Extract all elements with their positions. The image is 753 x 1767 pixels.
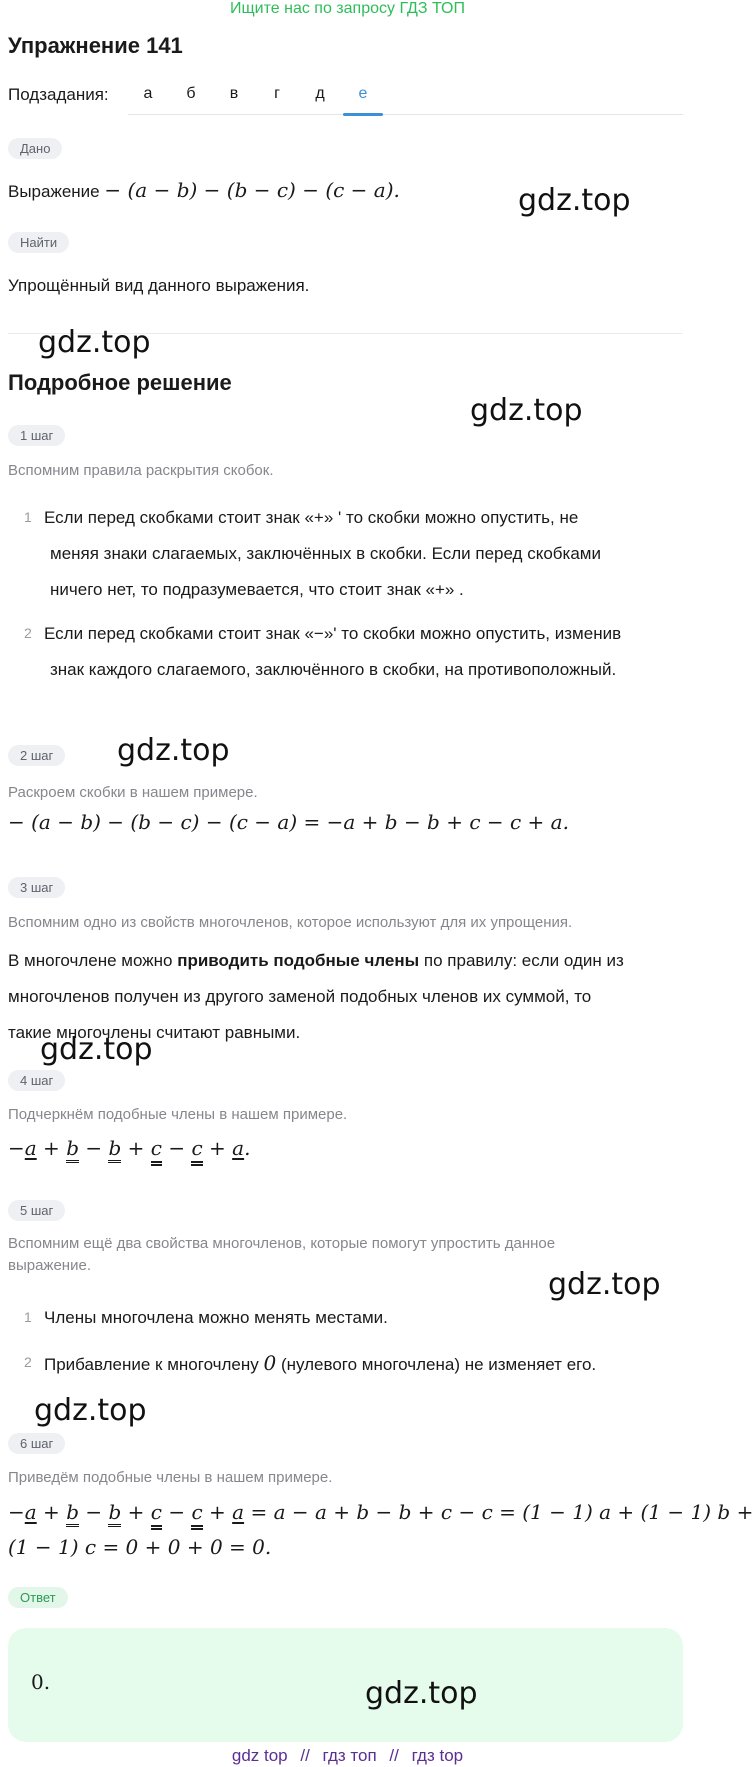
given-pill: Дано [8,138,62,159]
term-b: b [108,1136,121,1163]
op: + [202,1136,233,1160]
step6-pill-wrap [8,1433,65,1454]
term-c: c [191,1136,202,1166]
watermark: gdz.top [365,1676,478,1711]
subtask-tabs [128,78,683,115]
answer-value: 0. [31,1670,51,1694]
tab-v[interactable]: в [229,85,239,102]
step3-pill-wrap [8,877,65,898]
watermark: gdz.top [518,183,631,218]
subtasks-label: Подзадания: [8,85,109,104]
given-pill-wrap [8,138,62,159]
term-c: c [151,1500,162,1530]
op: + [202,1500,233,1524]
given-text-prefix: Выражение [8,182,100,201]
step2-pill: 2 шаг [8,745,65,766]
property1-text: Члены многочлена можно менять местами. [44,1308,388,1327]
watermark: gdz.top [470,393,583,428]
find-pill-wrap [8,232,69,253]
step4-hint: Подчеркнём подобные члены в нашем примере. [8,1106,348,1123]
step3-line1 [8,943,688,979]
step4-pill-wrap [8,1070,65,1091]
footer-link-gdz-top-ru[interactable]: гдз топ [322,1746,377,1765]
given-text [8,172,400,210]
step6-tail: = a − a + b − b + c − c = (1 − 1) a + (1 − 1) b + [244,1500,753,1524]
step4-expression [8,1136,250,1160]
watermark: gdz.top [117,733,230,768]
step3-line2: многочленов получен из другого заменой подобных членов их суммой, то [8,987,592,1006]
step6-hint: Приведём подобные члены в нашем примере. [8,1469,333,1486]
term-c: c [191,1500,202,1530]
rule1-number: 1 [24,509,32,525]
step6-pill: 6 шаг [8,1433,65,1454]
step2-hint: Раскроем скобки в нашем примере. [8,784,258,801]
period: . [244,1136,251,1160]
answer-box [8,1628,683,1742]
given-expression: − (a − b) − (b − c) − (c − a). [104,178,400,202]
op: − [8,1500,25,1524]
footer-separator: // [300,1746,310,1765]
footer-separator: // [389,1746,399,1765]
step5-hint-line2: выражение. [8,1257,91,1274]
property2-suffix: (нулевого многочлена) не изменяет его. [276,1355,597,1374]
op: + [121,1136,151,1160]
page-title: Упражнение 141 [8,33,183,58]
step3-line1-suffix: по правилу: если один из [419,951,624,970]
tab-e-active[interactable]: е [343,85,383,103]
tab-b[interactable]: б [186,85,196,102]
property2-prefix: Прибавление к многочлену [44,1355,264,1374]
rule1-line3: ничего нет, то подразумевается, что стоит знак «+» . [50,580,464,599]
step3-pill: 3 шаг [8,877,65,898]
step3-hint: Вспомним одно из свойств многочленов, которое используют для их упрощения. [8,914,573,931]
find-text: Упрощённый вид данного выражения. [8,276,310,295]
op: + [121,1500,151,1524]
step6-expression-line1 [8,1500,753,1524]
term-b: b [108,1500,121,1527]
term-c: c [151,1136,162,1166]
step6-expression-line2: (1 − 1) c = 0 + 0 + 0 = 0. [8,1535,272,1559]
zero-symbol: 0 [263,1351,277,1375]
step3-bold-term: приводить подобные члены [177,951,420,970]
rule1-text [44,500,684,608]
step5-hint-line1: Вспомним ещё два свойства многочленов, которые помогут упростить данное [8,1235,556,1252]
solution-title: Подробное решение [8,370,232,395]
term-b: b [66,1136,79,1163]
watermark: gdz.top [548,1267,661,1302]
watermark: gdz.top [40,1032,153,1067]
footer-link-gdz-top-mixed[interactable]: гдз top [411,1746,464,1765]
term-b: b [66,1500,79,1527]
term-a: a [24,1500,37,1524]
watermark: gdz.top [38,325,151,360]
answer-pill: Ответ [8,1587,68,1608]
term-a: a [232,1136,245,1160]
term-a: a [232,1500,245,1524]
op: − [161,1136,192,1160]
step5-pill-wrap [8,1200,65,1221]
rule2-line1: Если перед скобками стоит знак «−»' то скобки можно опустить, изменив [44,624,622,643]
rule2-line2: знак каждого слагаемого, заключённого в скобки, на противоположный. [50,660,617,679]
op: − [79,1500,109,1524]
op: − [79,1136,109,1160]
op: + [36,1136,67,1160]
rule2-text [44,616,689,688]
step3-line3: такие многочлены считают равными. [8,1023,301,1042]
rule1-line1: Если перед скобками стоит знак «+» ' то скобки можно опустить, не [44,508,579,527]
search-banner: Ищите нас по запросу ГДЗ ТОП [230,0,465,17]
step5-pill: 5 шаг [8,1200,65,1221]
step2-expression: − (a − b) − (b − c) − (c − a) = −a + b − b + c − c + a. [8,810,569,834]
tab-a[interactable]: а [143,85,153,102]
rule1-line2: меняя знаки слагаемых, заключённых в скобки. Если перед скобками [50,544,601,563]
watermark: gdz.top [34,1393,147,1428]
term-a: a [24,1136,37,1160]
answer-pill-wrap [8,1587,68,1608]
find-pill: Найти [8,232,69,253]
property2-text [44,1345,596,1383]
op: − [161,1500,192,1524]
rule2-number: 2 [24,625,32,641]
footer-link-gdz-top[interactable]: gdz top [231,1746,288,1765]
op: + [36,1500,67,1524]
property2-number: 2 [24,1354,32,1370]
op: − [8,1136,25,1160]
step4-pill: 4 шаг [8,1070,65,1091]
property1-number: 1 [24,1309,32,1325]
step3-line1-prefix: В многочлене можно [8,951,178,970]
tab-g[interactable]: г [274,85,280,102]
step1-pill: 1 шаг [8,425,65,446]
step2-pill-wrap [8,745,65,766]
footer-links [0,1746,695,1766]
step1-hint: Вспомним правила раскрытия скобок. [8,462,274,479]
step1-pill-wrap [8,425,65,446]
tab-d[interactable]: д [315,85,325,102]
